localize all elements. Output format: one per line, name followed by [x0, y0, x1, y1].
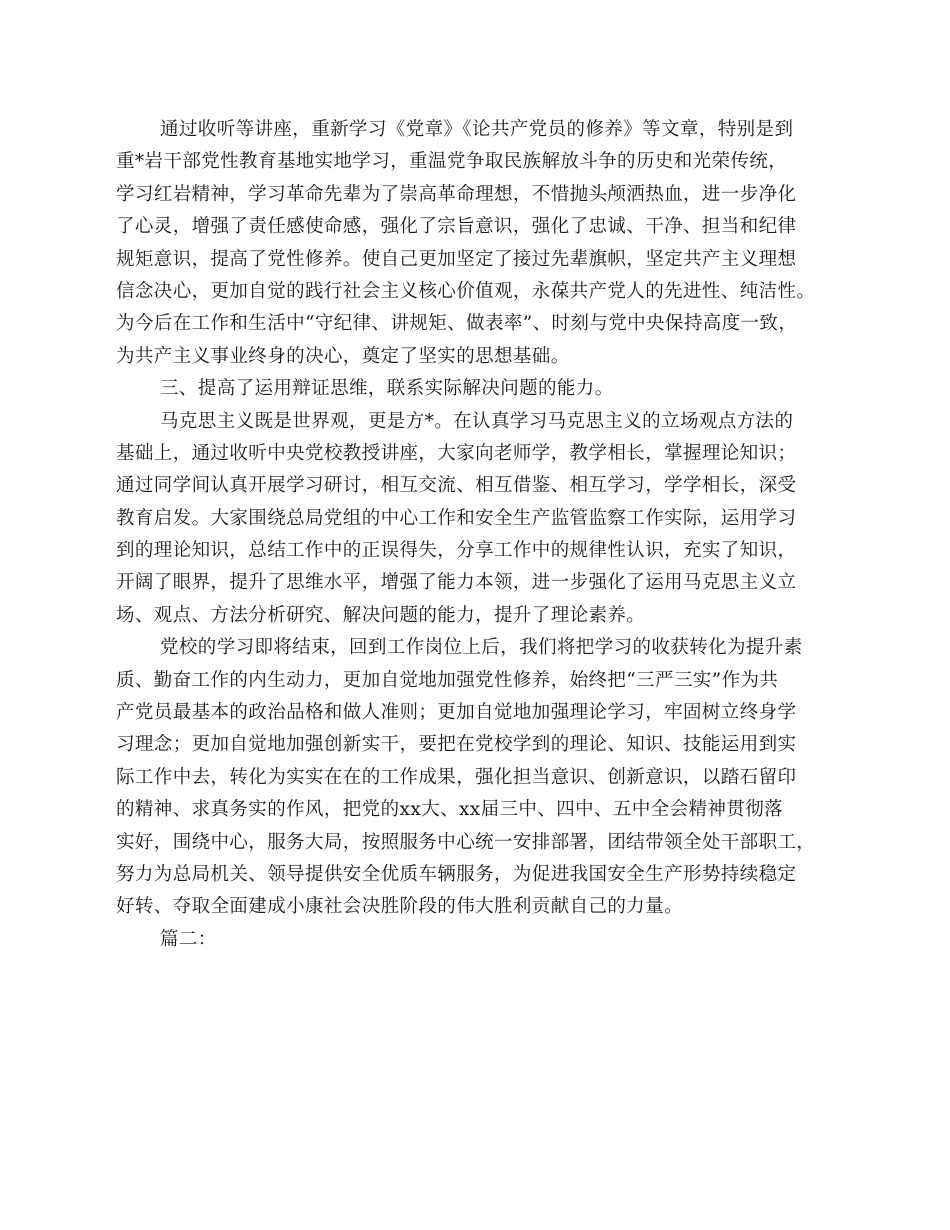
heading-line: 篇二：	[160, 928, 217, 950]
text-line: 开阔了眼界，提升了思维水平，增强了能力本领，进一步强化了运用马克思主义立	[116, 572, 797, 594]
text-line: 学习红岩精神，学习革命先辈为了崇高革命理想，不惜抛头颅洒热血，进一步净化	[116, 183, 797, 205]
text-line: 了心灵，增强了责任感使命感，强化了宗旨意识，强化了忠诚、干净、担当和纪律	[116, 216, 797, 238]
section-heading-three	[128, 373, 824, 405]
text-line: 为今后在工作和生活中“守纪律、讲规矩、做表率”、时刻与党中央保持高度一致，	[116, 313, 798, 335]
text-line: 通过收听等讲座，重新学习《党章》《论共产党员的修养》等文章，特别是到	[160, 119, 794, 140]
text-line: 质、勤奋工作的内生动力，更加自觉地加强党性修养，始终把“三严三实”作为共	[116, 669, 779, 691]
text-line: 的精神、求真务实的作风，把党的xx大、xx届三中、四中、五中全会精神贯彻落	[116, 799, 784, 821]
text-line: 规矩意识，提高了党性修养。使自己更加坚定了接过先辈旗帜，坚定共产主义理想	[116, 248, 797, 270]
text-line: 努力为总局机关、领导提供安全优质车辆服务，为促进我国安全生产形势持续稳定	[116, 863, 797, 885]
text-line: 通过同学间认真开展学习研讨，相互交流、相互借鉴、相互学习，学学相长，深受	[116, 475, 797, 497]
text-line: 产党员最基本的政治品格和做人准则；更加自觉地加强理论学习，牢固树立终身学	[116, 702, 797, 724]
text-line: 基础上，通过收听中央党校教授讲座，大家向老师学，教学相长，掌握理论知识；	[116, 442, 797, 464]
text-line: 场、观点、方法分析研究、解决问题的能力，提升了理论素养。	[116, 604, 646, 626]
paragraph-conclusion	[116, 632, 824, 924]
document-body	[116, 114, 824, 956]
text-line: 马克思主义既是世界观，更是方*。在认真学习马克思主义的立场观点方法的	[160, 410, 794, 432]
text-line: 党校的学习即将结束，回到工作岗位上后，我们将把学习的收获转化为提升素	[160, 637, 803, 659]
text-line: 实好，围绕中心，服务大局，按照服务中心统一安排部署，团结带领全处干部职工，	[116, 831, 816, 853]
paragraph-marxism	[116, 406, 824, 633]
text-line: 教育启发。大家围绕总局党组的中心工作和安全生产监管监察工作实际，运用学习	[116, 507, 797, 529]
text-line: 好转、夺取全面建成小康社会决胜阶段的伟大胜利贡献自己的力量。	[116, 896, 684, 918]
text-line: 到的理论知识，总结工作中的正误得失，分享工作中的规律性认识，充实了知识，	[116, 540, 797, 562]
text-line: 信念决心，更加自觉的践行社会主义核心价值观，永葆共产党人的先进性、纯洁性。	[116, 280, 816, 302]
paragraph-study-lectures	[116, 114, 824, 373]
text-line: 重*岩干部党性教育基地实地学习，重温党争取民族解放斗争的历史和光荣传统，	[116, 151, 788, 173]
text-line: 习理念；更加自觉地加强创新实干，要把在党校学到的理论、知识、技能运用到实	[116, 734, 797, 756]
section-heading-part-two	[128, 924, 824, 956]
heading-line: 三、提高了运用辩证思维，联系实际解决问题的能力。	[160, 378, 614, 400]
text-line: 为共产主义事业终身的决心，奠定了坚实的思想基础。	[116, 345, 570, 367]
text-line: 际工作中去，转化为实实在在的工作成果，强化担当意识、创新意识，以踏石留印	[116, 766, 797, 788]
